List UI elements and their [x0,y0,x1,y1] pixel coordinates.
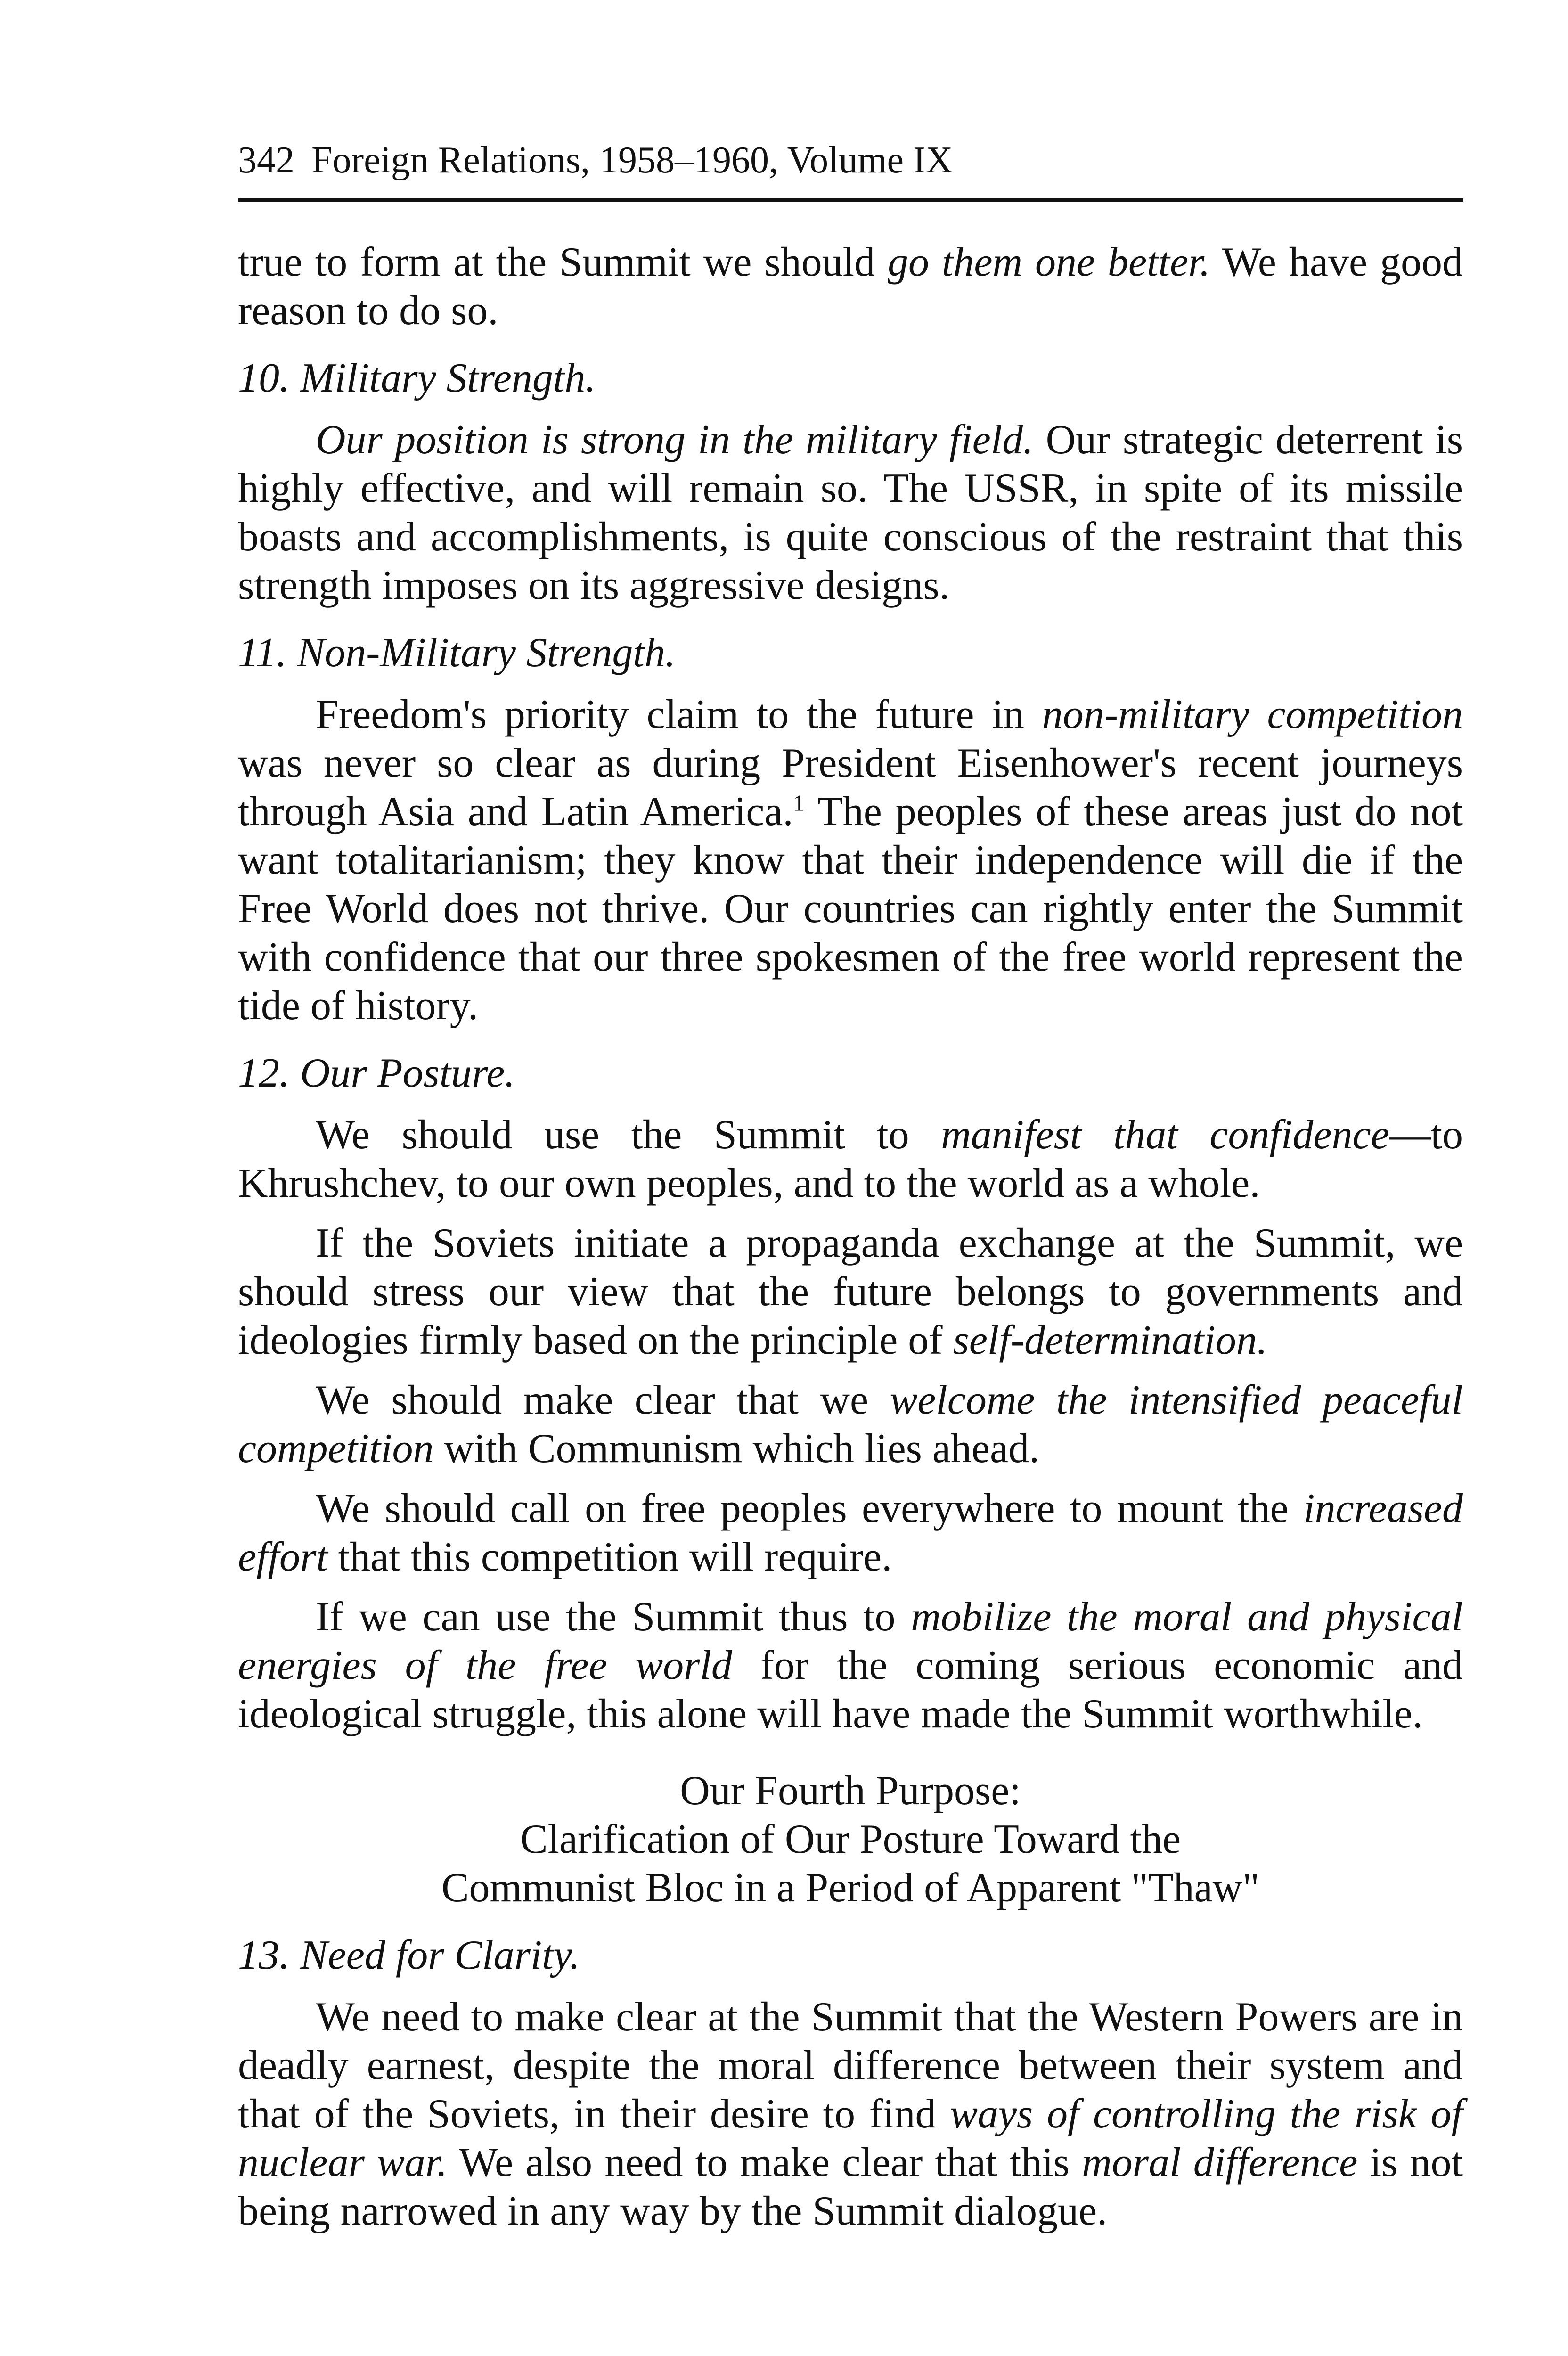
emphasis: self-determination. [953,1317,1267,1363]
section-11-paragraph [238,690,1463,1030]
page-number: 342 [238,139,294,181]
running-header [238,137,1463,184]
text-run: If we can use the Summit thus to [316,1594,911,1640]
section-12-paragraph-5 [238,1593,1463,1738]
section-13-paragraph [238,1993,1463,2235]
body-text [238,238,1463,2235]
emphasis: go them one better. [888,239,1210,285]
emphasis: non-military competition [1042,692,1463,737]
text-run: is not being narrowed in any way by the Summit dialogue. [238,2140,1463,2234]
text-run: —to Khrushchev, to our own peoples, and to the world as a whole. [238,1112,1463,1206]
section-12-heading: 12. Our Posture. [238,1050,515,1096]
footnote-reference: 1 [793,791,805,816]
emphasis: moral difference [1082,2140,1358,2185]
section-12-paragraph-1 [238,1111,1463,1208]
emphasis: mobilize the moral and physical energies of the free world [238,1594,1463,1688]
text-run: was never so clear as during President Eisenhower's recent journeys through Asia and Latin America. [238,740,1463,834]
section-10-heading: 10. Military Strength. [238,355,596,401]
text-run: Our strategic deterrent is highly effective, and will remain so. The USSR, in spite of its missile boasts and accomplishments, is quite conscious of the restraint that this strength imposes on its aggressive designs. [238,417,1463,608]
text-run: We have good reason to do so. [238,239,1463,334]
section-10-paragraph [238,416,1463,610]
section-11-heading: 11. Non-Military Strength. [238,630,676,676]
text-run: with Communism which lies ahead. [433,1426,1040,1472]
header-rule [238,198,1463,202]
section-12-paragraph-2 [238,1219,1463,1365]
section-12-paragraph-4 [238,1484,1463,1581]
section-title [238,1767,1463,1912]
running-title: Foreign Relations, 1958–1960, Volume IX [311,139,953,181]
text-run: We need to make clear at the Summit that the Western Powers are in deadly earnest, despite the moral difference between their system and that of the Soviets, in their desire to find [238,1994,1463,2137]
emphasis: ways of controlling the risk of nuclear war. [238,2091,1463,2185]
section-title-line: Clarification of Our Posture Toward the [520,1816,1181,1862]
emphasis: Our position is strong in the military field. [316,417,1034,463]
emphasis: welcome the intensified peaceful competition [238,1377,1463,1472]
section-title-line: Our Fourth Purpose: [680,1768,1021,1814]
section-13-heading: 13. Need for Clarity. [238,1932,580,1978]
emphasis: increased effort [238,1486,1463,1580]
section-12-paragraph-3 [238,1376,1463,1473]
text-run: for the coming serious economic and ideological struggle, this alone will have made the Summit worthwhile. [238,1643,1463,1737]
section-title-line: Communist Bloc in a Period of Apparent "Thaw" [441,1865,1260,1911]
text-run: Freedom's priority claim to the future in [316,692,1042,737]
text-run: We also need to make clear that this [447,2140,1082,2185]
text-run: We should call on free peoples everywhere to mount the [316,1486,1304,1531]
text-run: We should use the Summit to [316,1112,941,1158]
text-run: true to form at the Summit we should [238,239,888,285]
emphasis: manifest that confidence [941,1112,1389,1158]
text-run: We should make clear that we [316,1377,890,1423]
text-run: that this competition will require. [327,1534,892,1580]
text-run: The peoples of these areas just do not want totalitarianism; they know that their independence will die if the Free World does not thrive. Our countries can rightly enter the Summit with confidence that our three spokesmen of the free world represent the tide of history. [238,789,1463,1029]
text-run: If the Soviets initiate a propaganda exchange at the Summit, we should stress our view that the future belongs to governments and ideologies firmly based on the principle of [238,1220,1463,1363]
paragraph-intro [238,238,1463,335]
